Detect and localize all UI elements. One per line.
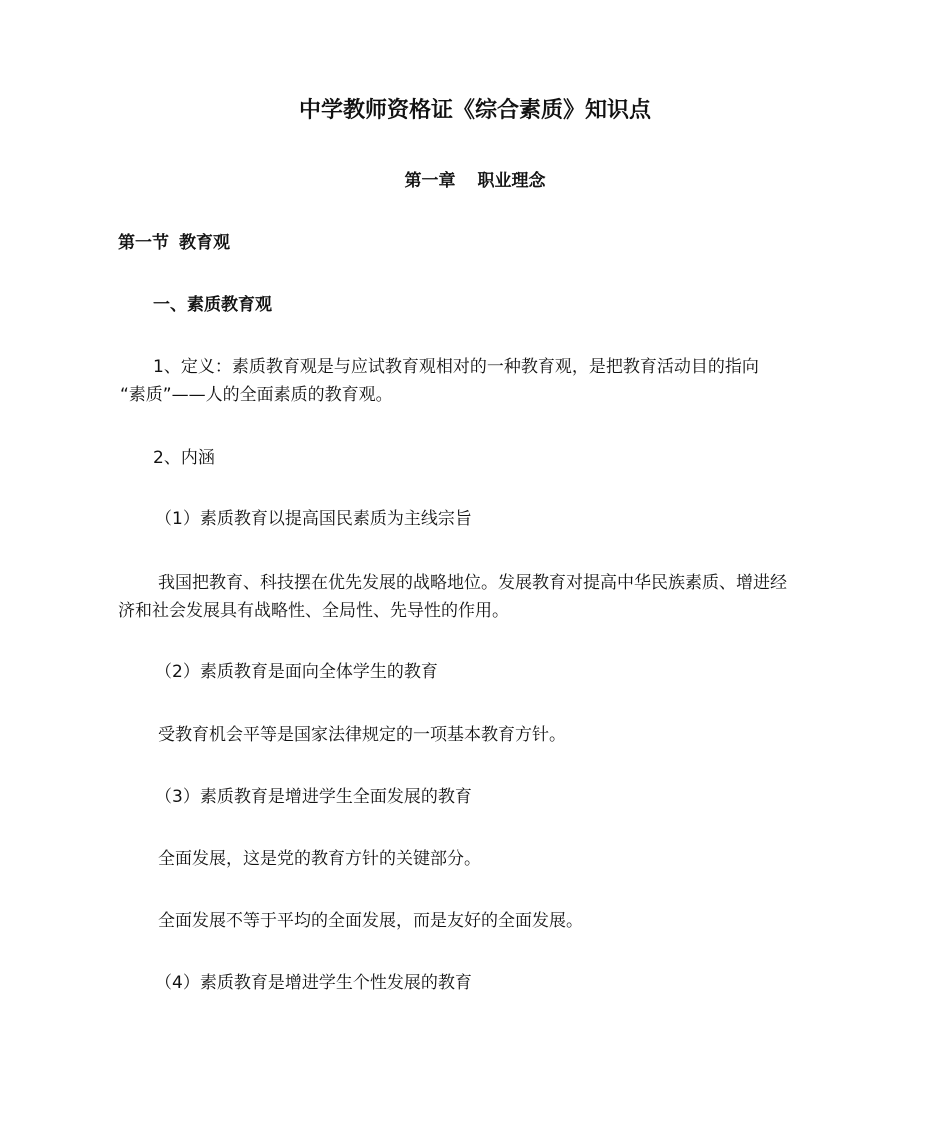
point-2-heading: （2）素质教育是面向全体学生的教育: [155, 662, 438, 682]
section-heading: [118, 232, 230, 254]
point-1-body-line-2: 济和社会发展具有战略性、全局性、先导性的作用。: [118, 601, 509, 621]
point-1-heading: （1）素质教育以提高国民素质为主线宗旨: [155, 509, 472, 529]
subsection-heading: 一、素质教育观: [153, 295, 272, 315]
chapter-number: 第一章: [404, 171, 456, 191]
connotation-heading: 2、内涵: [153, 448, 215, 468]
point-3-heading: （3）素质教育是增进学生全面发展的教育: [155, 787, 472, 807]
point-4-heading: （4）素质教育是增进学生个性发展的教育: [155, 973, 472, 993]
section-name: 教育观: [179, 233, 230, 253]
definition-line-1: 1、定义：素质教育观是与应试教育观相对的一种教育观，是把教育活动目的指向: [153, 357, 759, 377]
definition-line-2: “素质”——人的全面素质的教育观。: [120, 385, 393, 405]
document-title: 中学教师资格证《综合素质》知识点: [298, 98, 651, 123]
point-3-body-line-1: 全面发展，这是党的教育方针的关键部分。: [158, 849, 481, 869]
section-number: 第一节: [118, 233, 169, 253]
point-2-body: 受教育机会平等是国家法律规定的一项基本教育方针。: [158, 725, 566, 745]
chapter-heading: [0, 170, 950, 192]
point-3-body-line-2: 全面发展不等于平均的全面发展，而是友好的全面发展。: [158, 911, 583, 931]
point-1-body-line-1: 我国把教育、科技摆在优先发展的战略地位。发展教育对提高中华民族素质、增进经: [158, 573, 787, 593]
chapter-name: 职业理念: [477, 171, 546, 191]
